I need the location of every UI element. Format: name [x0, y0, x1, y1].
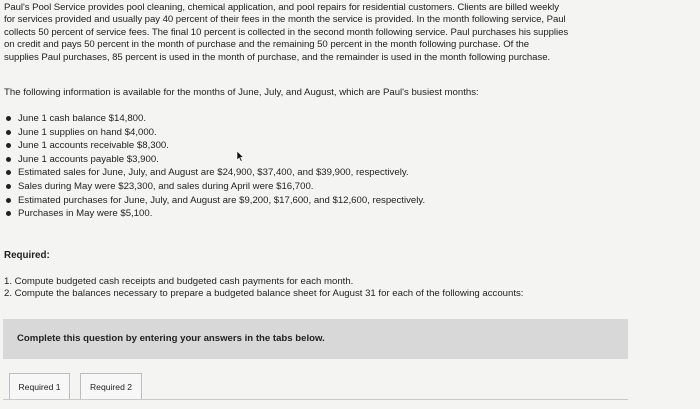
- tab-required-2[interactable]: Required 2: [80, 373, 142, 399]
- tabs-divider: [3, 399, 628, 400]
- info-bullet-list: [6, 112, 686, 221]
- mouse-pointer-icon: [236, 151, 245, 162]
- required-heading: Required:: [4, 250, 50, 261]
- list-item: 1. Compute budgeted cash receipts and budgeted cash payments for each month.: [4, 276, 354, 287]
- list-item: 2. Compute the balances necessary to prepare a budgeted balance sheet for August 31 for each of the following accounts:: [4, 288, 524, 300]
- required-list: [4, 276, 694, 301]
- list-item: Estimated purchases for June, July, and August are $9,200, $17,600, and $12,600, respectively.: [6, 194, 686, 208]
- problem-line: collects 50 percent of service fees. The final 10 percent is collected in the second month following service. Paul purchases his supplies: [4, 26, 569, 38]
- list-item: Purchases in May were $5,100.: [6, 207, 686, 221]
- info-intro: The following information is available for the months of June, July, and August, which are Paul's busiest months:: [4, 87, 479, 98]
- list-item: June 1 cash balance $14,800.: [6, 112, 686, 126]
- list-item: June 1 accounts receivable $8,300.: [6, 139, 686, 153]
- problem-line: Paul's Pool Service provides pool cleaning, chemical application, and pool repairs for residential customers. Clients are billed weekly: [4, 2, 560, 13]
- list-item: Estimated sales for June, July, and August are $24,900, $37,400, and $39,900, respectively.: [6, 166, 686, 180]
- instruction-banner: [3, 319, 628, 359]
- problem-line: supplies Paul purchases, 85 percent is used in the month of purchase, and the remainder is used in the month following purchase.: [4, 51, 551, 63]
- banner-text: Complete this question by entering your answers in the tabs below.: [17, 333, 325, 344]
- list-item: June 1 accounts payable $3,900.: [6, 153, 686, 167]
- problem-line: on credit and pays 50 percent in the month of purchase and the remaining 50 percent in the month following purchase. Of the: [4, 39, 530, 51]
- problem-description: [4, 2, 694, 64]
- tab-required-1[interactable]: Required 1: [9, 373, 70, 399]
- list-item: Sales during May were $23,300, and sales during April were $16,700.: [6, 180, 686, 194]
- problem-line: for services provided and usually pay 40 percent of their fees in the month the service is provided. In the month following service, Paul: [4, 14, 566, 26]
- list-item: June 1 supplies on hand $4,000.: [6, 126, 686, 140]
